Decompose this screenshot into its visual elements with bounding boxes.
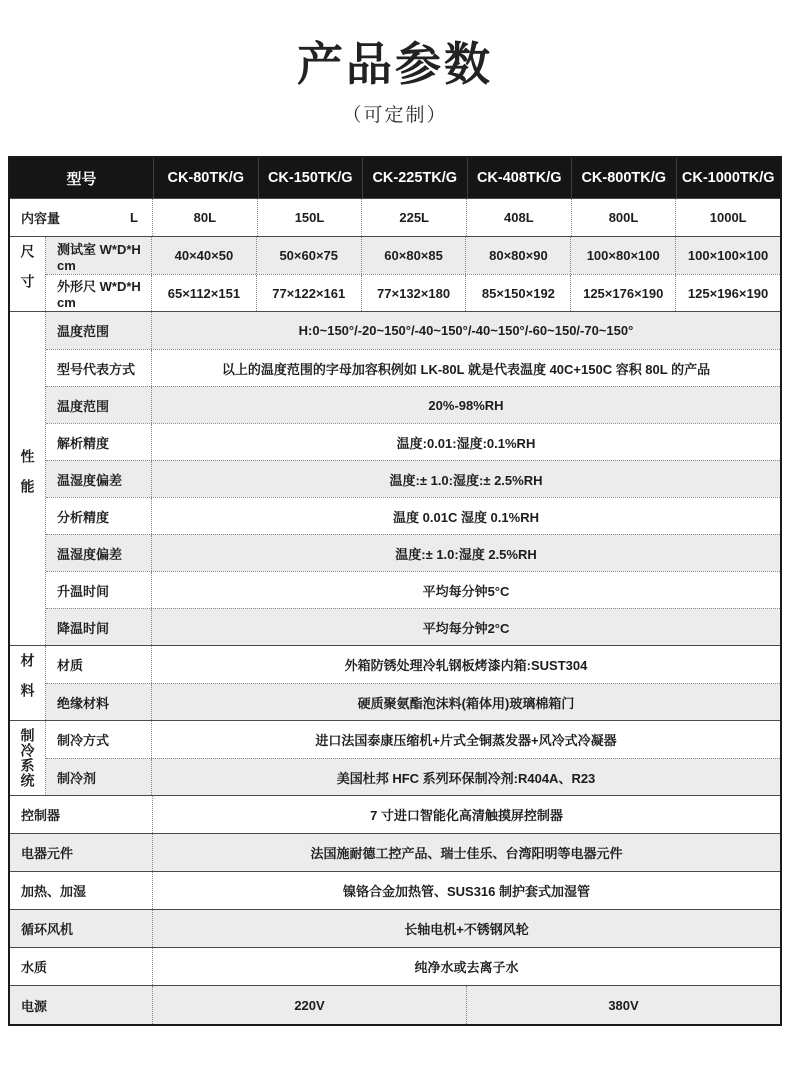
table-row [46, 349, 780, 386]
header-model: CK-1000TK/G [676, 158, 781, 198]
spec-value: 温度:± 1.0:湿度:± 2.5%RH [389, 472, 543, 488]
table-row [46, 497, 780, 534]
table-row [10, 796, 780, 833]
spec-value: 平均每分钟5°C [422, 583, 510, 599]
row-label: 降温时间 [46, 609, 152, 645]
spec-value: 温度 0.01C 湿度 0.1%RH [393, 509, 539, 525]
electrical-section [10, 833, 780, 871]
spec-value: 长轴电机+不锈钢风轮 [404, 922, 529, 937]
spec-value: 125×196×190 [675, 275, 780, 311]
spec-value: 60×80×85 [361, 237, 466, 274]
row-label [10, 796, 153, 833]
header-model-label: 型号 [66, 170, 97, 188]
spec-value: 100×100×100 [675, 237, 780, 274]
header-model: CK-800TK/G [571, 158, 676, 198]
table-row [46, 646, 780, 683]
row-label: 温度范围 [46, 387, 152, 423]
row-label-text: 内容量 [21, 211, 61, 226]
header-model: CK-225TK/G [362, 158, 467, 198]
row-label: 制冷剂 [46, 759, 152, 795]
spec-value: 进口法国泰康压缩机+片式全铜蒸发器+风冷式冷凝器 [315, 733, 617, 748]
row-label: 外形尺 W*D*H cm [46, 275, 152, 311]
capacity-section [10, 198, 780, 236]
spec-value: 40×40×50 [174, 248, 234, 263]
table-row [46, 608, 780, 645]
page-subtitle: （可定制） [342, 105, 448, 126]
row-values [153, 199, 780, 236]
row-label: 温度范围 [46, 312, 152, 349]
row-label [10, 872, 153, 909]
spec-value: 100×80×100 [570, 237, 675, 274]
group-rows [46, 312, 780, 645]
table-row [10, 199, 780, 236]
fan-section [10, 909, 780, 947]
table-row [46, 237, 780, 274]
spec-value: 150L [257, 199, 362, 236]
row-label: 绝缘材料 [46, 684, 152, 720]
group-label-performance: 性能 [10, 312, 46, 645]
heating-section [10, 871, 780, 909]
table-row [10, 948, 780, 985]
table-row [10, 872, 780, 909]
row-label: 型号代表方式 [46, 350, 152, 386]
row-label-text: 水质 [21, 960, 48, 975]
spec-value: 7 寸进口智能化高清触摸屏控制器 [370, 808, 563, 823]
spec-value: 80×80×90 [465, 237, 570, 274]
spec-value: 以上的温度范围的字母加容积例如 LK-80L 就是代表温度 40C+150C 容积 80L 的产品 [221, 361, 711, 377]
table-header-row [10, 158, 780, 198]
spec-value: 温度:± 1.0:湿度 2.5%RH [395, 546, 537, 562]
product-spec-table [8, 156, 782, 1026]
group-label-material: 材料 [10, 646, 46, 720]
row-unit: L [130, 210, 138, 225]
row-values [152, 275, 780, 311]
spec-value: 65×112×151 [167, 285, 241, 301]
row-label: 材质 [46, 646, 152, 683]
spec-value: 美国杜邦 HFC 系列环保制冷剂:R404A、R23 [336, 770, 596, 786]
performance-section [10, 311, 780, 645]
spec-value: 408L [466, 199, 571, 236]
spec-value: 硬质聚氨酯泡沫料(箱体用)玻璃棉箱门 [357, 695, 575, 711]
spec-value: 85×150×192 [465, 275, 570, 311]
page-title: 产品参数 [297, 38, 493, 90]
row-label: 升温时间 [46, 572, 152, 608]
row-label [10, 910, 153, 947]
spec-value: 外箱防锈处理冷轧钢板烤漆内箱:SUST304 [344, 658, 588, 673]
row-label: 温湿度偏差 [46, 535, 152, 571]
row-label: 温湿度偏差 [46, 461, 152, 497]
row-label: 制冷方式 [46, 721, 152, 758]
water-section [10, 947, 780, 985]
group-rows [46, 721, 780, 795]
cooling-section [10, 720, 780, 795]
header-model: CK-80TK/G [153, 158, 258, 198]
group-label-cooling: 制冷系统 [10, 721, 46, 795]
table-row [46, 534, 780, 571]
group-rows [46, 237, 780, 311]
table-row [46, 683, 780, 720]
controller-section [10, 795, 780, 833]
spec-value: 法国施耐德工控产品、瑞士佳乐、台湾阳明等电器元件 [310, 846, 623, 861]
dimension-section [10, 236, 780, 311]
spec-value: 20%-98%RH [428, 397, 504, 413]
table-row [46, 758, 780, 795]
spec-value: 50×60×75 [256, 237, 361, 274]
row-label: 分析精度 [46, 498, 152, 534]
table-row [46, 460, 780, 497]
table-row [10, 834, 780, 871]
spec-value: 纯净水或去离子水 [414, 960, 519, 975]
row-label [10, 986, 153, 1024]
row-label-text: 循环风机 [21, 922, 74, 937]
table-row [46, 423, 780, 460]
group-label-dimensions: 尺寸 [10, 237, 46, 311]
spec-value: 80L [193, 210, 217, 225]
row-values [153, 986, 780, 1024]
power-section [10, 985, 780, 1024]
spec-value: 温度:0.01:湿度:0.1%RH [396, 435, 536, 451]
material-section [10, 645, 780, 720]
row-label: 测试室 W*D*H cm [46, 237, 152, 274]
table-row [46, 571, 780, 608]
table-row [10, 910, 780, 947]
header-model: CK-408TK/G [467, 158, 572, 198]
row-label [10, 199, 153, 236]
row-label: 解析精度 [46, 424, 152, 460]
group-rows [46, 646, 780, 720]
spec-value: 1000L [675, 199, 780, 236]
spec-value: 800L [571, 199, 676, 236]
spec-value: 77×132×180 [361, 275, 466, 311]
spec-value: H:0~150°/-20~150°/-40~150°/-40~150°/-60~150/-70~150° [298, 323, 634, 338]
spec-value: 平均每分钟2°C [422, 620, 510, 636]
row-values [152, 237, 780, 274]
table-row [46, 386, 780, 423]
row-label [10, 948, 153, 985]
spec-value: 镍铬合金加热管、SUS316 制护套式加湿管 [342, 884, 591, 899]
header-model: CK-150TK/G [258, 158, 363, 198]
row-label-text: 控制器 [21, 808, 61, 823]
table-row [46, 312, 780, 349]
spec-value: 125×176×190 [570, 275, 675, 311]
table-row [46, 274, 780, 311]
table-row [46, 721, 780, 758]
row-label [10, 834, 153, 871]
spec-value: 380V [466, 986, 780, 1024]
row-label-text: 电源 [21, 998, 48, 1014]
spec-value: 220V [294, 997, 325, 1013]
row-label-text: 加热、加湿 [21, 884, 87, 899]
row-label-text: 电器元件 [21, 846, 74, 861]
table-row [10, 986, 780, 1024]
spec-value: 225L [361, 199, 466, 236]
spec-value: 77×122×161 [256, 275, 361, 311]
